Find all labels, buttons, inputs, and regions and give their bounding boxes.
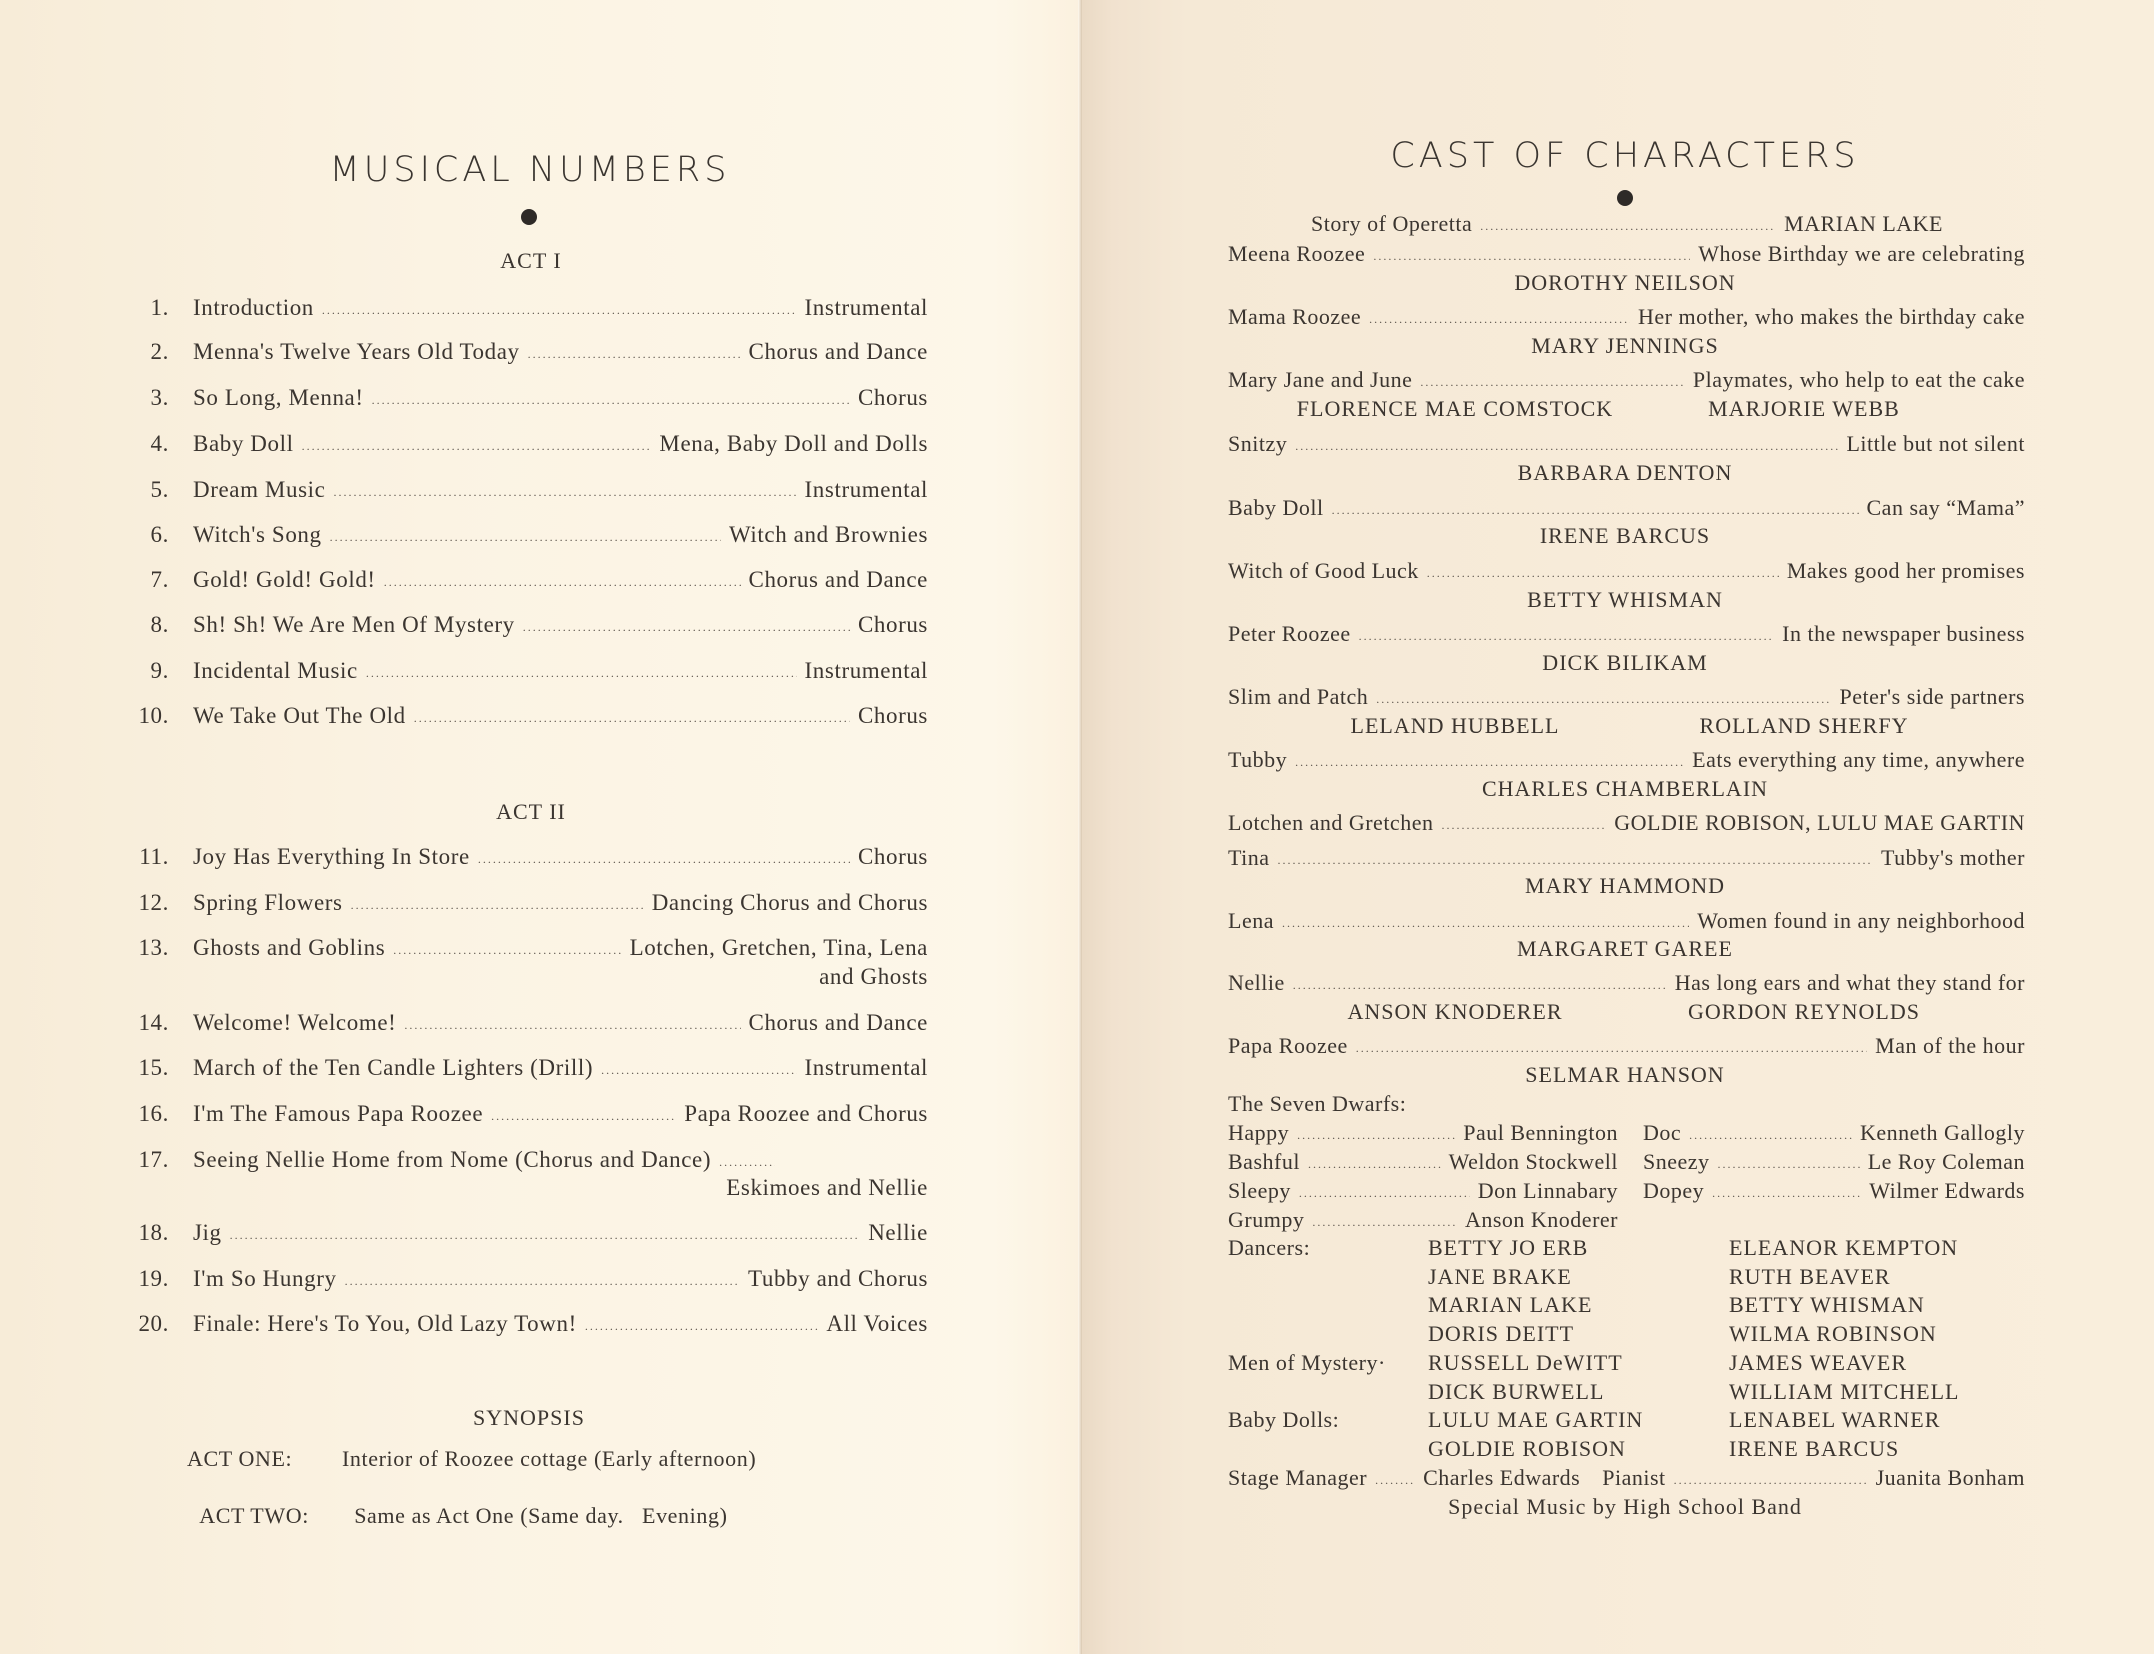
dwarf-role: Grumpy (1228, 1207, 1305, 1232)
song-number: 10. (138, 703, 169, 728)
cast-row (1228, 747, 2025, 773)
musical-numbers-title: MUSICAL NUMBERS (329, 150, 731, 190)
role-name: Story of Operetta (1311, 211, 1473, 236)
role-description: Has long ears and what they stand for (1674, 970, 2025, 995)
song-performers: Lotchen, Gretchen, Tina, Lena (629, 935, 928, 960)
leader-dots (1420, 375, 1685, 390)
song-row (127, 385, 928, 411)
group-member: BETTY WHISMAN (1729, 1292, 1925, 1318)
synopsis-label: ACT ONE: (187, 1446, 293, 1471)
song-title: Sh! Sh! We Are Men Of Mystery (193, 612, 515, 637)
song-title: Welcome! Welcome! (193, 1010, 397, 1035)
group-member: MARIAN LAKE (1428, 1292, 1593, 1318)
song-number: 7. (150, 567, 169, 592)
synopsis-act-two (187, 1477, 728, 1529)
song-number: 6. (150, 522, 169, 547)
cast-row (1228, 431, 2025, 457)
leader-dots (1427, 566, 1779, 581)
actor-name: ANSON KNODERER (1347, 999, 1563, 1024)
dwarfs-heading: The Seven Dwarfs: (1228, 1091, 1407, 1116)
leader-dots (1308, 1157, 1441, 1172)
song-title: Joy Has Everything In Store (193, 844, 470, 869)
dwarf-actor: Weldon Stockwell (1448, 1149, 1618, 1174)
song-title: Ghosts and Goblins (193, 935, 386, 960)
group-member: RUTH BEAVER (1729, 1263, 1891, 1289)
role-description: GOLDIE ROBISON, LULU MAE GARTIN (1614, 810, 2025, 835)
song-row (127, 612, 928, 638)
dwarf-entry (1228, 1120, 1618, 1146)
leader-dots (1282, 916, 1689, 931)
actor-name: DOROTHY NEILSON (1514, 270, 1736, 295)
song-performers: Nellie (868, 1220, 928, 1245)
leader-dots (333, 485, 796, 500)
act-1-heading: ACT I (500, 248, 562, 273)
role-description: Makes good her promises (1786, 558, 2025, 583)
leader-dots (1441, 818, 1606, 833)
song-number: 3. (150, 385, 169, 410)
song-row (127, 477, 928, 503)
song-number: 13. (138, 935, 169, 960)
role-description: Man of the hour (1875, 1033, 2025, 1058)
footer-credit: Special Music by High School Band (1448, 1494, 1802, 1519)
leader-dots (528, 347, 741, 362)
synopsis-heading: SYNOPSIS (473, 1405, 585, 1430)
dwarf-actor: Wilmer Edwards (1869, 1178, 2025, 1203)
song-performers: All Voices (826, 1311, 928, 1336)
song-title: Witch's Song (193, 522, 322, 547)
cast-row (1228, 810, 2025, 836)
song-performers: Instrumental (804, 477, 928, 502)
actor-name: MARGARET GAREE (1517, 936, 1733, 961)
song-number: 15. (138, 1055, 169, 1080)
actor-name: MARY HAMMOND (1524, 873, 1726, 898)
cast-row (1228, 495, 2025, 521)
dwarf-role: Sneezy (1643, 1149, 1710, 1174)
cast-row (1228, 1033, 2025, 1059)
song-performers: Mena, Baby Doll and Dolls (659, 431, 928, 456)
cast-row (1228, 684, 2025, 710)
actor-name: DICK BILIKAM (1542, 650, 1708, 675)
song-performers: Chorus and Dance (748, 1010, 928, 1035)
actor-name: MARIAN LAKE (1784, 211, 1943, 236)
cast-row (1228, 845, 2025, 871)
song-row (127, 1010, 928, 1036)
role-name: Tubby (1228, 747, 1288, 772)
dwarf-role: Bashful (1228, 1149, 1300, 1174)
role-name: Snitzy (1228, 431, 1288, 456)
song-number: 5. (150, 477, 169, 502)
dwarf-actor: Kenneth Gallogly (1859, 1120, 2025, 1145)
actor-name: IRENE BARCUS (1539, 523, 1711, 548)
group-member: JANE BRAKE (1428, 1263, 1572, 1289)
song-number: 11. (139, 844, 169, 869)
synopsis-text: Same as Act One (Same day. Evening) (354, 1503, 728, 1528)
role-name: Lena (1228, 908, 1274, 933)
leader-dots (1299, 1186, 1470, 1201)
song-title: Incidental Music (193, 658, 358, 683)
role-name: Papa Roozee (1228, 1033, 1348, 1058)
role-name: Lotchen and Gretchen (1228, 810, 1434, 835)
actor-name: GORDON REYNOLDS (1688, 999, 1920, 1024)
actor-name: BETTY WHISMAN (1527, 587, 1723, 612)
leader-dots (1278, 853, 1873, 868)
song-title: Menna's Twelve Years Old Today (193, 339, 520, 364)
role-description: Tubby's mother (1880, 845, 2025, 870)
leader-dots (230, 1228, 861, 1243)
leader-dots (1712, 1186, 1861, 1201)
song-row (127, 522, 928, 548)
song-number: 16. (138, 1101, 169, 1126)
story-row (1311, 211, 1943, 237)
song-performers: Instrumental (804, 295, 928, 320)
song-title: Dream Music (193, 477, 326, 502)
leader-dots (1369, 312, 1630, 327)
song-number: 12. (138, 890, 169, 915)
group-member: JAMES WEAVER (1729, 1349, 1908, 1375)
dwarf-role: Sleepy (1228, 1178, 1291, 1203)
role-name: Witch of Good Luck (1228, 558, 1419, 583)
leader-dots (1718, 1157, 1860, 1172)
dwarf-entry (1228, 1178, 1618, 1204)
actor-name: SELMAR HANSON (1525, 1062, 1725, 1087)
leader-dots (1480, 219, 1776, 234)
leader-dots (585, 1319, 819, 1334)
song-performers: Instrumental (804, 1055, 928, 1080)
synopsis-text: Interior of Roozee cottage (Early afternoon) (342, 1446, 757, 1471)
dwarf-entry (1643, 1178, 2025, 1204)
song-performers: Instrumental (804, 658, 928, 683)
crew-name: Juanita Bonham (1875, 1465, 2025, 1490)
role-description: In the newspaper business (1782, 621, 2025, 646)
song-row (127, 1101, 928, 1127)
leader-dots (1312, 1215, 1457, 1230)
role-description: Playmates, who help to eat the cake (1692, 367, 2025, 392)
group-member: LENABEL WARNER (1729, 1407, 1941, 1433)
crew-name: Charles Edwards (1423, 1465, 1581, 1490)
cast-row (1228, 621, 2025, 647)
dwarf-entry (1643, 1149, 2025, 1175)
song-row (127, 1266, 928, 1292)
group-label: Men of Mystery· (1228, 1349, 1386, 1375)
song-performers: Chorus (857, 844, 928, 869)
leader-dots (322, 303, 797, 318)
group-member: DICK BURWELL (1428, 1378, 1605, 1404)
song-title: Baby Doll (193, 431, 294, 456)
role-name: Slim and Patch (1228, 684, 1369, 709)
group-member: LULU MAE GARTIN (1428, 1407, 1644, 1433)
dwarf-role: Doc (1643, 1120, 1682, 1145)
role-name: Mary Jane and June (1228, 367, 1413, 392)
song-performers-continued: and Ghosts (819, 964, 928, 989)
leader-dots (719, 1155, 775, 1170)
role-description: Peter's side partners (1839, 684, 2025, 709)
leader-dots (345, 1274, 740, 1289)
dwarf-entry (1643, 1120, 2025, 1146)
role-description: Can say “Mama” (1866, 495, 2025, 520)
cast-title: CAST OF CHARACTERS (1390, 136, 1860, 176)
role-name: Baby Doll (1228, 495, 1324, 520)
song-performers: Chorus (857, 703, 928, 728)
leader-dots (302, 439, 652, 454)
song-number: 1. (150, 295, 169, 320)
dwarf-entry (1228, 1149, 1618, 1175)
song-row (127, 295, 928, 321)
song-performers: Chorus (857, 385, 928, 410)
cast-row (1228, 241, 2025, 267)
role-description: Whose Birthday we are celebrating (1698, 241, 2025, 266)
role-name: Peter Roozee (1228, 621, 1351, 646)
role-name: Meena Roozee (1228, 241, 1366, 266)
song-row (127, 1311, 928, 1337)
song-title: Spring Flowers (193, 890, 343, 915)
role-name: Mama Roozee (1228, 304, 1362, 329)
group-label: Baby Dolls: (1228, 1407, 1340, 1433)
leader-dots (1295, 755, 1684, 770)
song-performers: Witch and Brownies (729, 522, 928, 547)
leader-dots (366, 666, 797, 681)
song-number: 17. (138, 1147, 169, 1172)
role-name: Tina (1228, 845, 1270, 870)
role-description: Little but not silent (1846, 431, 2025, 456)
actor-name: MARJORIE WEBB (1708, 396, 1900, 421)
song-row (127, 1055, 928, 1081)
cast-row (1228, 558, 2025, 584)
song-performers-continued: Eskimoes and Nellie (726, 1175, 928, 1200)
song-row (127, 935, 928, 961)
song-number: 18. (138, 1220, 169, 1245)
leader-dots (384, 575, 741, 590)
song-title: I'm The Famous Papa Roozee (193, 1101, 484, 1126)
song-performers: Papa Roozee and Chorus (684, 1101, 928, 1126)
leader-dots (404, 1018, 740, 1033)
song-title: Introduction (193, 295, 314, 320)
group-member: RUSSELL DeWITT (1428, 1349, 1623, 1375)
group-member: IRENE BARCUS (1729, 1435, 1900, 1461)
role-name: Nellie (1228, 970, 1285, 995)
leader-dots (372, 393, 850, 408)
song-title: Jig (193, 1220, 222, 1245)
song-number: 19. (138, 1266, 169, 1291)
page-fold (1078, 0, 1082, 1654)
song-performers: Chorus and Dance (748, 567, 928, 592)
leader-dots (1295, 439, 1838, 454)
act-2-heading: ACT II (496, 799, 566, 824)
song-row (127, 1220, 928, 1246)
leader-dots (478, 852, 850, 867)
group-label: Dancers: (1228, 1235, 1311, 1260)
song-row (127, 431, 928, 457)
leader-dots (1293, 978, 1667, 993)
leader-dots (1373, 249, 1690, 264)
song-title: Gold! Gold! Gold! (193, 567, 376, 592)
actor-name: FLORENCE MAE COMSTOCK (1296, 396, 1614, 421)
song-row (127, 567, 928, 593)
actor-name: BARBARA DENTON (1517, 460, 1733, 485)
song-number: 8. (150, 612, 169, 637)
group-member: ELEANOR KEMPTON (1729, 1235, 1959, 1260)
leader-dots (351, 898, 644, 913)
role-description: Women found in any neighborhood (1697, 908, 2025, 933)
group-member: GOLDIE ROBISON (1428, 1435, 1626, 1461)
song-title: Finale: Here's To You, Old Lazy Town! (193, 1311, 577, 1336)
leader-dots (1375, 1473, 1415, 1488)
song-performers: Tubby and Chorus (748, 1266, 928, 1291)
song-title: March of the Ten Candle Lighters (Drill) (193, 1055, 594, 1080)
song-row (127, 1147, 928, 1173)
leader-dots (1356, 1041, 1867, 1056)
dwarf-actor: Le Roy Coleman (1867, 1149, 2025, 1174)
cast-row (1228, 908, 2025, 934)
dwarf-role: Happy (1228, 1120, 1290, 1145)
dwarf-actor: Anson Knoderer (1464, 1207, 1618, 1232)
leader-dots (1297, 1128, 1455, 1143)
synopsis-label: ACT TWO: (199, 1503, 309, 1528)
leader-dots (330, 530, 721, 545)
cast-row (1228, 304, 2025, 330)
song-number: 9. (150, 658, 169, 683)
song-row (127, 844, 928, 870)
song-row (127, 703, 928, 729)
cast-row (1228, 367, 2025, 393)
group-member: BETTY JO ERB (1428, 1235, 1589, 1260)
dwarf-actor: Don Linnabary (1477, 1178, 1618, 1203)
song-performers: Chorus and Dance (748, 339, 928, 364)
song-title: Seeing Nellie Home from Nome (Chorus and Dance) (193, 1147, 712, 1172)
group-member: DORIS DEITT (1428, 1321, 1575, 1347)
bullet-icon (521, 209, 537, 225)
leader-dots (491, 1109, 676, 1124)
leader-dots (601, 1063, 796, 1078)
crew-role: Pianist (1602, 1465, 1666, 1490)
song-performers: Dancing Chorus and Chorus (651, 890, 928, 915)
dwarf-actor: Paul Bennington (1463, 1120, 1618, 1145)
role-description: Her mother, who makes the birthday cake (1638, 304, 2025, 329)
group-member: WILMA ROBINSON (1729, 1321, 1937, 1347)
leader-dots (1689, 1128, 1852, 1143)
song-row (127, 339, 928, 365)
crew-role: Stage Manager (1228, 1465, 1368, 1490)
dwarf-entry (1228, 1207, 1618, 1233)
leader-dots (1376, 692, 1831, 707)
actor-name: ROLLAND SHERFY (1699, 713, 1909, 738)
actor-name: CHARLES CHAMBERLAIN (1481, 776, 1769, 801)
song-title: I'm So Hungry (193, 1266, 337, 1291)
song-number: 20. (138, 1311, 169, 1336)
role-description: Eats everything any time, anywhere (1692, 747, 2025, 772)
dwarf-role: Dopey (1643, 1178, 1705, 1203)
cast-row (1228, 970, 2025, 996)
crew-row (1228, 1465, 2025, 1491)
song-row (127, 890, 928, 916)
leader-dots (1332, 503, 1859, 518)
song-title: We Take Out The Old (193, 703, 406, 728)
actor-name: MARY JENNINGS (1531, 333, 1719, 358)
leader-dots (523, 620, 850, 635)
song-number: 14. (138, 1010, 169, 1035)
bullet-icon (1617, 190, 1633, 206)
leader-dots (1359, 629, 1774, 644)
song-number: 2. (150, 339, 169, 364)
song-row (127, 658, 928, 684)
leader-dots (1674, 1473, 1868, 1488)
song-number: 4. (150, 431, 169, 456)
actor-name: LELAND HUBBELL (1350, 713, 1560, 738)
song-title: So Long, Menna! (193, 385, 364, 410)
synopsis-act-one (187, 1446, 756, 1472)
group-member: WILLIAM MITCHELL (1729, 1378, 1960, 1404)
song-performers: Chorus (857, 612, 928, 637)
leader-dots (393, 943, 621, 958)
leader-dots (414, 711, 850, 726)
